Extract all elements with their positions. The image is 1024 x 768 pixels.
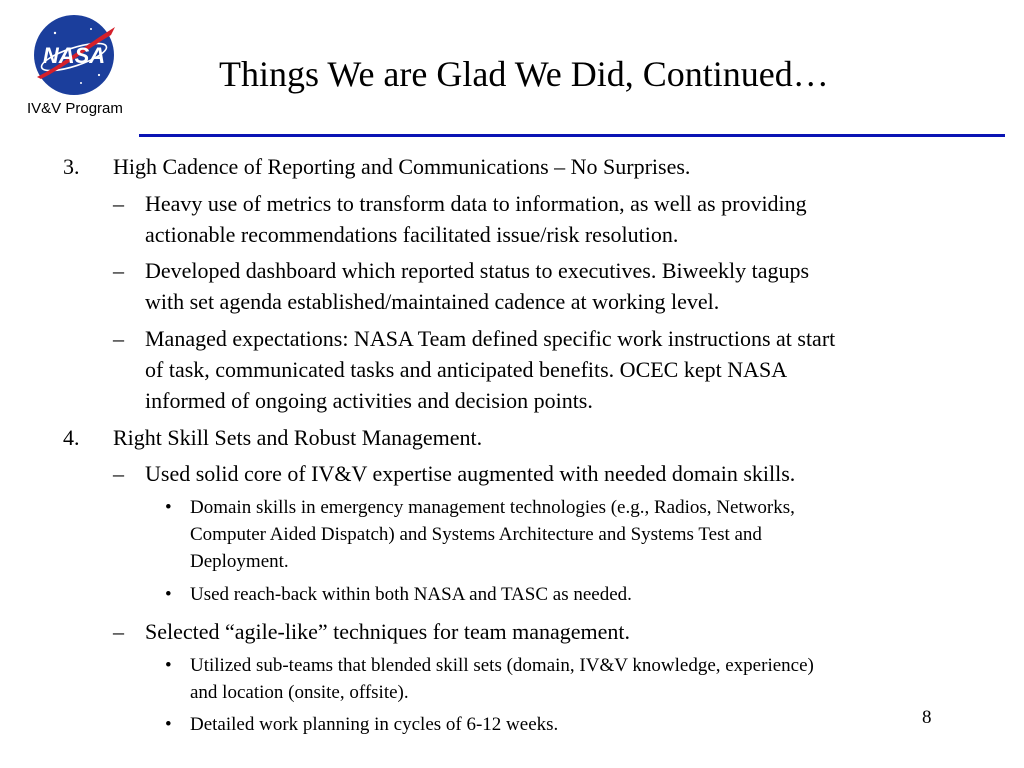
page-title: Things We are Glad We Did, Continued… [219, 54, 829, 94]
subitem-line: of task, communicated tasks and anticipated benefits. OCEC kept NASA [145, 357, 788, 382]
bullet-line: Utilized sub-teams that blended skill sets (domain, IV&V knowledge, experience) [190, 655, 814, 676]
bullet-marker: • [165, 584, 172, 605]
item-heading: High Cadence of Reporting and Communications – No Surprises. [113, 154, 691, 179]
dash-marker: – [113, 461, 124, 486]
dash-marker: – [113, 258, 124, 283]
dash-marker: – [113, 326, 124, 351]
bullet-line: Domain skills in emergency management technologies (e.g., Radios, Networks, [190, 497, 795, 518]
subitem-line: with set agenda established/maintained cadence at working level. [145, 289, 720, 314]
item-number: 3. [63, 154, 80, 179]
item-number: 4. [63, 425, 80, 450]
bullet-line: Used reach-back within both NASA and TASC as needed. [190, 584, 632, 605]
subitem-line: informed of ongoing activities and decision points. [145, 388, 593, 413]
subitem-line: Used solid core of IV&V expertise augmented with needed domain skills. [145, 461, 796, 486]
dash-marker: – [113, 191, 124, 216]
bullet-line: Deployment. [190, 551, 289, 572]
bullet-marker: • [165, 714, 172, 735]
bullet-marker: • [165, 497, 172, 518]
bullet-line: and location (onsite, offsite). [190, 682, 409, 703]
dash-marker: – [113, 619, 124, 644]
subitem-line: Heavy use of metrics to transform data to information, as well as providing [145, 191, 807, 216]
page-number: 8 [922, 707, 932, 728]
program-label: IV&V Program [27, 100, 123, 117]
subitem-line: Selected “agile-like” techniques for team management. [145, 619, 630, 644]
bullet-line: Detailed work planning in cycles of 6-12 weeks. [190, 714, 559, 735]
item-heading: Right Skill Sets and Robust Management. [113, 425, 483, 450]
subitem-line: Managed expectations: NASA Team defined specific work instructions at start [145, 326, 836, 351]
bullet-line: Computer Aided Dispatch) and Systems Architecture and Systems Test and [190, 524, 762, 545]
subitem-line: Developed dashboard which reported status to executives. Biweekly tagups [145, 258, 810, 283]
logo-wordmark: NASA [42, 43, 106, 68]
bullet-marker: • [165, 655, 172, 676]
subitem-line: actionable recommendations facilitated issue/risk resolution. [145, 222, 679, 247]
